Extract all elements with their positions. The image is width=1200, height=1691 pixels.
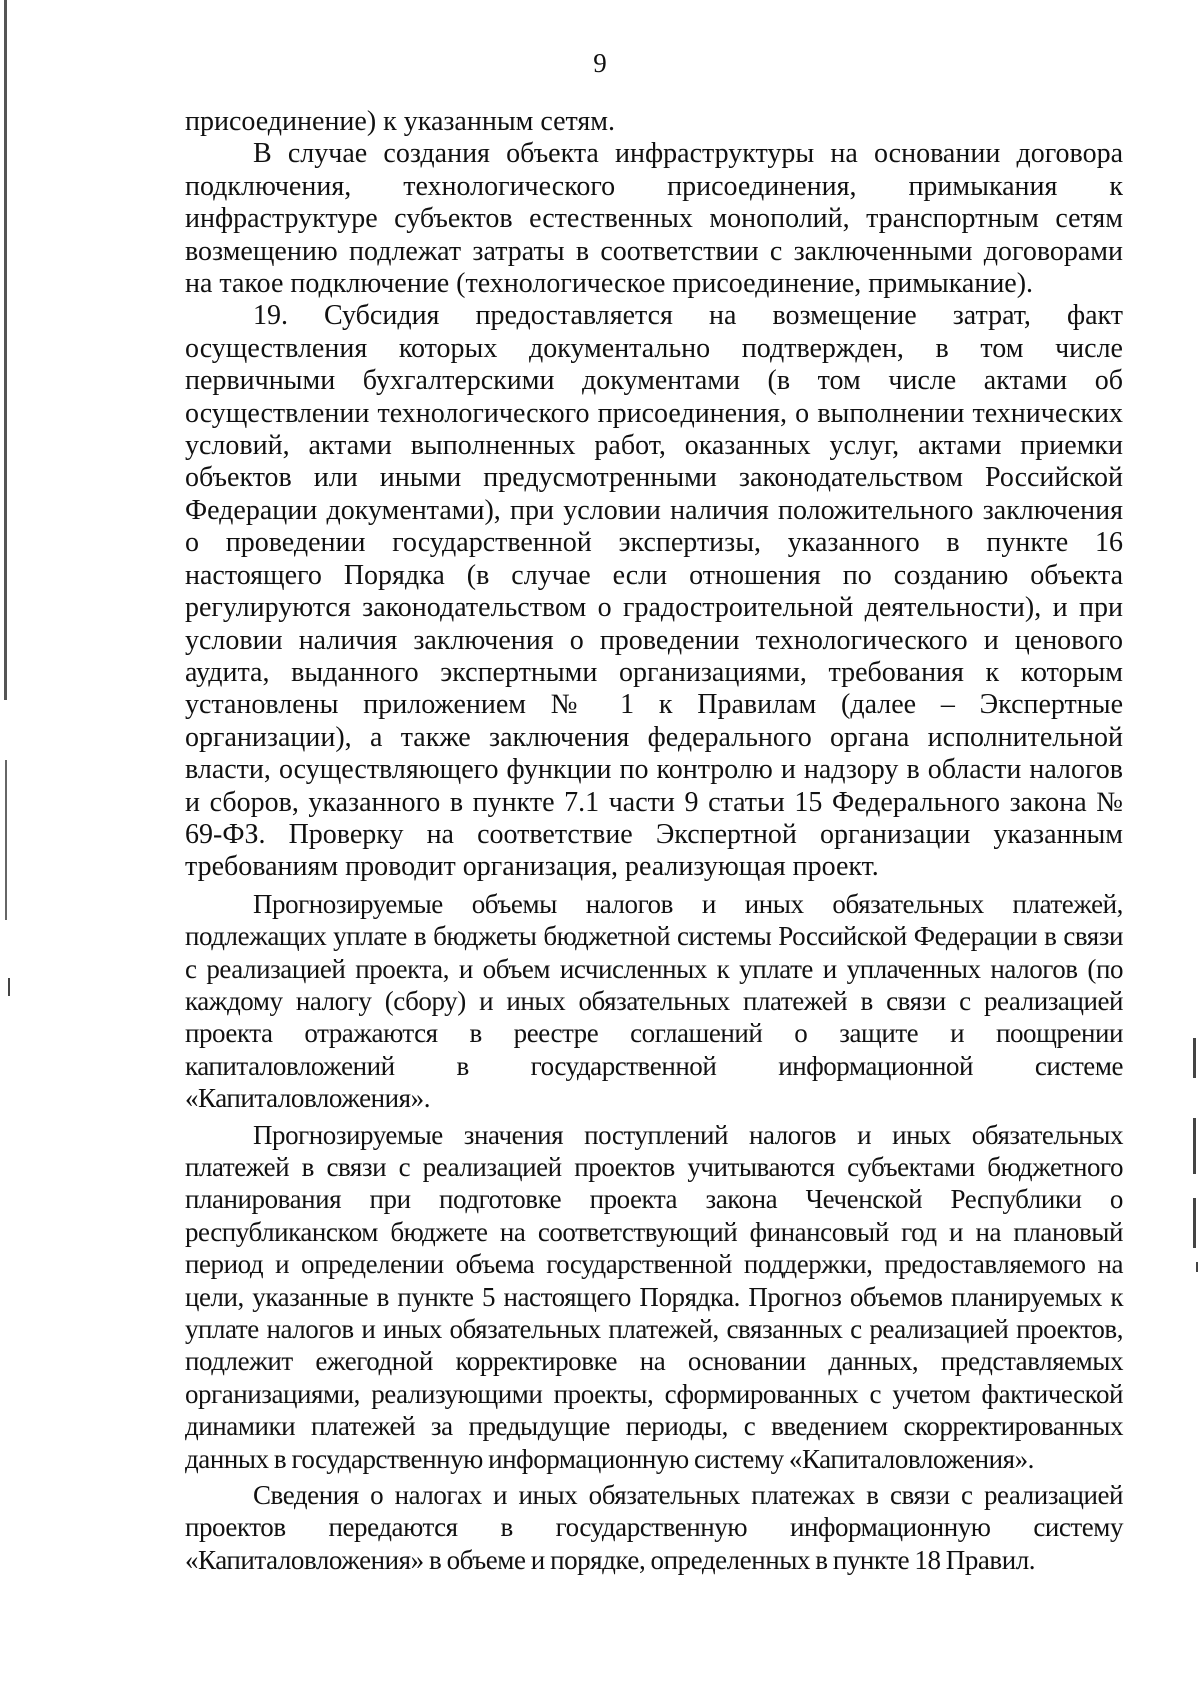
scan-edge-mark <box>1193 1038 1196 1078</box>
scan-edge-mark <box>1193 1118 1196 1174</box>
paragraph: Прогнозируемые значения поступлений налогов и иных обязательных платежей в связи с реализацией проектов учитываются субъектами бюджетного планирования при подготовке проекта закона Чеченской Республики о республиканском бюджете на соответствующий финансовый год и на плановый период и определении объема государственной поддержки, предоставляемого на цели, указанные в пункте 5 настоящего Порядка. Прогноз объемов планируемых к уплате налогов и иных обязательных платежей, связанных с реализацией проектов, подлежит ежегодной корректировке на основании данных, представляемых организациями, реализующими проекты, сформированных с учетом фактической динамики платежей за предыдущие периоды, с введением скорректированных данных в государственную информационную систему «Капиталовложения». <box>185 1119 1123 1474</box>
page-number: 9 <box>593 48 607 78</box>
scan-edge-mark <box>5 760 7 920</box>
scan-edge-mark <box>4 0 7 700</box>
paragraph: присоединение) к указанным сетям. <box>185 106 616 137</box>
scan-edge-mark <box>1196 1262 1198 1272</box>
paragraph-item-19: 19. Субсидия предоставляется на возмещение затрат, факт осуществления которых документально подтвержден, в том числе первичными бухгалтерскими документами (в том числе актами об осуществлении технологического присоединения, о выполнении технических условий, актами выполненных работ, оказанных услуг, актами приемки объектов или иными предусмотренными законодательством Российской Федерации документами), при условии наличия положительного заключения о проведении государственной экспертизы, указанного в пункте 16 настоящего Порядка (в случае если отношения по созданию объекта регулируются законодательством о градостроительной деятельности), и при условии наличия заключения о проведении технологического и ценового аудита, выданного экспертными организациями, требования к которым установлены приложением № 1 к Правилам (далее – Экспертные организации), а также заключения федерального органа исполнительной власти, осуществляющего функции по контролю и надзору в области налогов и сборов, указанного в пункте 7.1 части 9 статьи 15 Федерального закона № 69-ФЗ. Проверку на соответствие Экспертной организации указанным требованиям проводит организация, реализующая проект. <box>185 300 1123 883</box>
paragraph: Сведения о налогах и иных обязательных платежах в связи с реализацией проектов передаются в государственную информационную систему «Капиталовложения» в объеме и порядке, определенных в пункте 18 Правил. <box>185 1480 1123 1575</box>
document-body <box>185 106 1123 1576</box>
paragraph: Прогнозируемые объемы налогов и иных обязательных платежей, подлежащих уплате в бюджеты бюджетной системы Российской Федерации в связи с реализацией проекта, и объем исчисленных к уплате и уплаченных налогов (по каждому налогу (сбору) и иных обязательных платежей в связи с реализацией проекта отражаются в реестре соглашений о защите и поощрении капиталовложений в государственной информационной системе «Капиталовложения». <box>185 888 1123 1114</box>
scan-edge-mark <box>8 978 10 996</box>
paragraph: В случае создания объекта инфраструктуры на основании договора подключения, технологического присоединения, примыкания к инфраструктуре субъектов естественных монополий, транспортным сетям возмещению подлежат затраты в соответствии с заключенными договорами на такое подключение (технологическое присоединение, примыкание). <box>185 138 1123 300</box>
scan-edge-mark <box>1193 1198 1196 1248</box>
